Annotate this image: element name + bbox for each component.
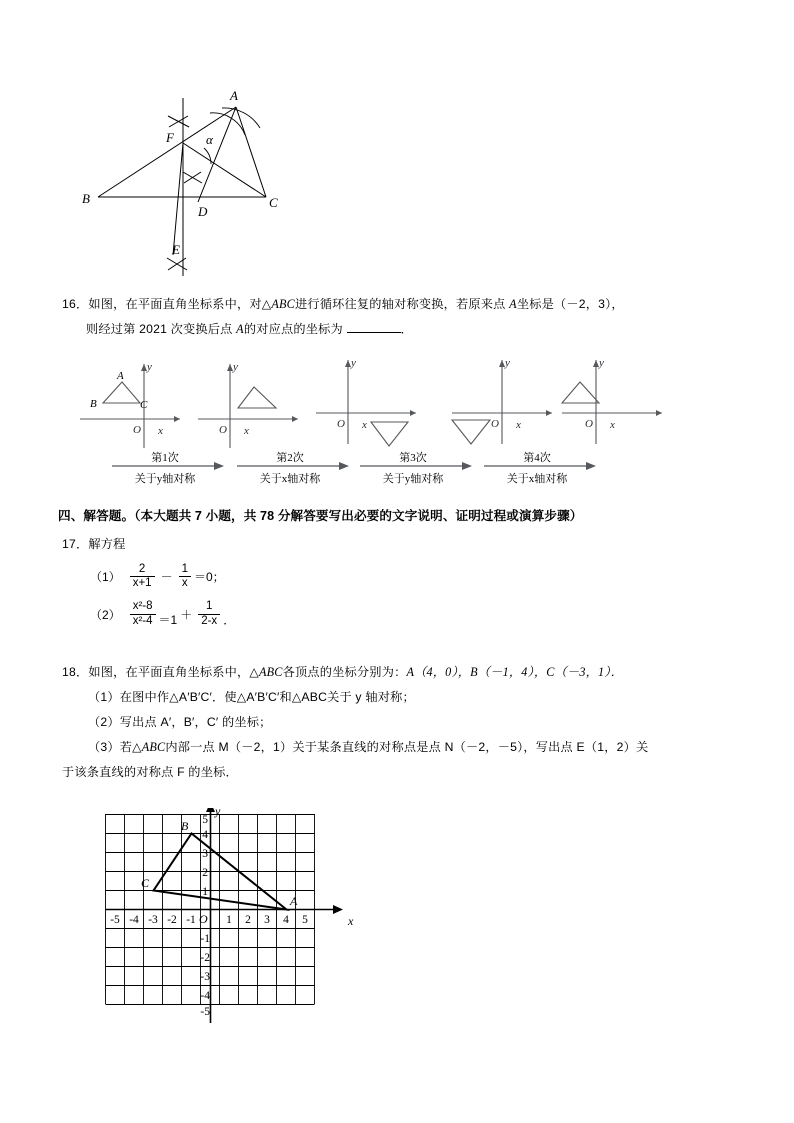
fraction-denominator: x xyxy=(179,576,191,590)
q18-line1-abc: ABC xyxy=(258,665,283,679)
arrow-4-top: 第4次 xyxy=(523,452,551,464)
q16-line1-a: ．如图，在平面直角坐标系中，对△ xyxy=(75,297,272,311)
arrow-3-top: 第3次 xyxy=(399,452,427,464)
y-tick-2: 2 xyxy=(202,867,208,879)
section-four-heading xyxy=(58,505,748,524)
question-16 xyxy=(62,292,738,342)
svg-text:O: O xyxy=(491,418,499,430)
question-16-line-1 xyxy=(62,292,738,317)
x-tick--5: -5 xyxy=(110,914,120,926)
question-16-line-2 xyxy=(62,317,738,342)
q17-item-2-tail: ． xyxy=(223,612,236,627)
q18-number: 18 xyxy=(62,665,76,679)
label-D: D xyxy=(198,204,208,219)
fraction-denominator: x+1 xyxy=(130,576,155,590)
arrow-2-top: 第2次 xyxy=(276,452,304,464)
question-18-sub-1: （1）在图中作△A′B′C′．使△A′B′C′和△ABC关于 y 轴对称； xyxy=(88,690,415,704)
section-four-title: 四、解答题。（本大题共 7 小题，共 78 分解答要写出必要的文字说明、证明过程或演算步骤） xyxy=(58,509,583,523)
arrow-2-bottom: 关于x轴对称 xyxy=(259,473,321,485)
x-tick-4: 4 xyxy=(283,914,289,926)
svg-text:x: x xyxy=(244,425,249,437)
svg-text:x: x xyxy=(516,419,521,431)
q17-item-1-label: （1） xyxy=(90,570,121,585)
triangle-construction-figure xyxy=(70,80,330,285)
label-B: B xyxy=(82,191,90,206)
arrow-1-bottom: 关于y轴对称 xyxy=(134,473,196,485)
svg-text:y: y xyxy=(599,357,604,369)
svg-text:O: O xyxy=(219,424,227,436)
triangle-panel-2 xyxy=(238,387,276,408)
x-tick-1: 1 xyxy=(226,914,232,926)
x-tick--4: -4 xyxy=(129,914,139,926)
x-tick--3: -3 xyxy=(148,914,158,926)
q17-item-1-fraction-2 xyxy=(179,563,191,590)
fraction-numerator: 1 xyxy=(181,563,188,575)
arrow-3-bottom: 关于y轴对称 xyxy=(382,473,444,485)
question-17-stem xyxy=(62,532,752,557)
q16-line1-abc: ABC xyxy=(271,297,295,311)
panel1-label-A: A xyxy=(117,370,124,382)
svg-text:O: O xyxy=(337,418,345,430)
fraction-denominator: x²-4 xyxy=(130,614,156,628)
panel1-label-C: C xyxy=(140,399,148,411)
svg-text:O: O xyxy=(585,418,593,430)
svg-text:y: y xyxy=(233,361,238,373)
label-C: C xyxy=(269,195,278,210)
q17-number: 17 xyxy=(62,537,76,551)
q17-item-2-operator: ＋ xyxy=(180,607,193,622)
q16-number: 16 xyxy=(62,297,76,311)
label-E: E xyxy=(172,242,180,257)
q17-item-1-operator: － xyxy=(160,570,173,585)
q17-item-1-tail: ＝0； xyxy=(193,570,225,585)
q18-line1-a: ．如图，在平面直角坐标系中，△ xyxy=(75,665,259,679)
svg-text:O: O xyxy=(133,424,141,436)
grid-origin-label: O xyxy=(199,912,208,926)
triangle-panel-4 xyxy=(452,420,490,444)
q17-item-2-fraction-1 xyxy=(130,600,156,627)
svg-text:x: x xyxy=(610,419,615,431)
triangle-panel-1 xyxy=(103,382,140,403)
y-tick-5: 5 xyxy=(202,814,208,826)
question-18-sub-2: （2）写出点 A′，B′，C′ 的坐标； xyxy=(88,715,272,729)
y-tick--4: -4 xyxy=(200,990,210,1002)
answer-blank[interactable] xyxy=(347,322,401,333)
q18-line1-coords: A（4，0），B（－1，4），C（－3，1）． xyxy=(406,665,623,679)
q17-item-2-mid: ＝1 xyxy=(158,612,178,627)
q18-sub3-a: （3）若△ xyxy=(88,740,142,754)
q17-item-2-fraction-2 xyxy=(198,600,220,627)
x-tick-3: 3 xyxy=(264,914,270,926)
y-tick--1: -1 xyxy=(200,933,210,945)
svg-text:y: y xyxy=(505,357,510,369)
svg-text:y: y xyxy=(351,357,356,369)
cartesian-grid-figure xyxy=(105,808,365,1058)
question-18-sub-4: 于该条直线的对称点 F 的坐标． xyxy=(62,765,238,779)
label-alpha: α xyxy=(206,132,213,147)
q18-sub3-b: 内部一点 M（－2，1）关于某条直线的对称点是点 N（－2，－5），写出点 E（1，2）关 xyxy=(165,740,649,754)
svg-text:x: x xyxy=(362,419,367,431)
svg-text:y: y xyxy=(147,361,152,373)
q16-line2-a: 则经过第 2021 次变换后点 xyxy=(86,322,237,336)
svg-text:x: x xyxy=(158,425,163,437)
grid-label-B: B xyxy=(181,819,189,833)
arrow-1-top: 第1次 xyxy=(151,452,179,464)
triangle-panel-5 xyxy=(562,382,599,403)
fraction-denominator: 2-x xyxy=(198,614,220,628)
q16-line2-b: 的对应点的坐标为 xyxy=(243,322,343,336)
q16-line2-end: ． xyxy=(400,322,413,336)
grid-label-A: A xyxy=(290,894,298,908)
q18-line1-b: 各顶点的坐标分别为： xyxy=(282,665,407,679)
label-A: A xyxy=(230,88,238,103)
y-tick-4: 4 xyxy=(202,829,208,841)
x-tick-5: 5 xyxy=(302,914,308,926)
question-18-sub-3 xyxy=(62,735,752,760)
q17-item-2 xyxy=(62,600,752,627)
triangle-panel-3 xyxy=(371,422,408,446)
grid-axis-x-label: x xyxy=(348,914,354,928)
question-18-line-1 xyxy=(62,660,752,685)
y-tick--3: -3 xyxy=(200,971,210,983)
q17-item-2-label: （2） xyxy=(90,607,121,622)
q16-line1-point: A xyxy=(509,297,517,311)
fraction-numerator: 1 xyxy=(205,600,213,613)
y-tick-3: 3 xyxy=(202,848,208,860)
x-tick-2: 2 xyxy=(245,914,251,926)
panel1-label-B: B xyxy=(90,398,97,410)
q16-line1-b: 进行循环往复的轴对称变换，若原来点 xyxy=(294,297,510,311)
q17-item-1-fraction-1 xyxy=(130,563,155,590)
grid-axis-y-label: y xyxy=(215,808,221,818)
label-F: F xyxy=(166,130,174,145)
q17-stem-text: ．解方程 xyxy=(75,537,126,551)
q17-item-1 xyxy=(62,563,752,590)
y-tick--5: -5 xyxy=(200,1006,210,1018)
arrow-4-bottom: 关于x轴对称 xyxy=(506,473,568,485)
axis-symmetry-transform-strip xyxy=(62,356,738,501)
grid-label-C: C xyxy=(141,876,150,890)
q16-line1-c: 坐标是（－2，3）， xyxy=(516,297,624,311)
q18-sub3-abc: ABC xyxy=(141,740,166,754)
question-17 xyxy=(62,532,752,628)
fraction-numerator: x²-8 xyxy=(132,600,153,613)
x-tick--2: -2 xyxy=(167,914,177,926)
y-tick--2: -2 xyxy=(200,952,210,964)
fraction-numerator: 2 xyxy=(138,563,146,575)
y-tick-1: 1 xyxy=(202,886,208,898)
x-tick--1: -1 xyxy=(186,914,196,926)
q16-line2-point: A xyxy=(236,322,244,336)
question-18 xyxy=(62,660,752,785)
